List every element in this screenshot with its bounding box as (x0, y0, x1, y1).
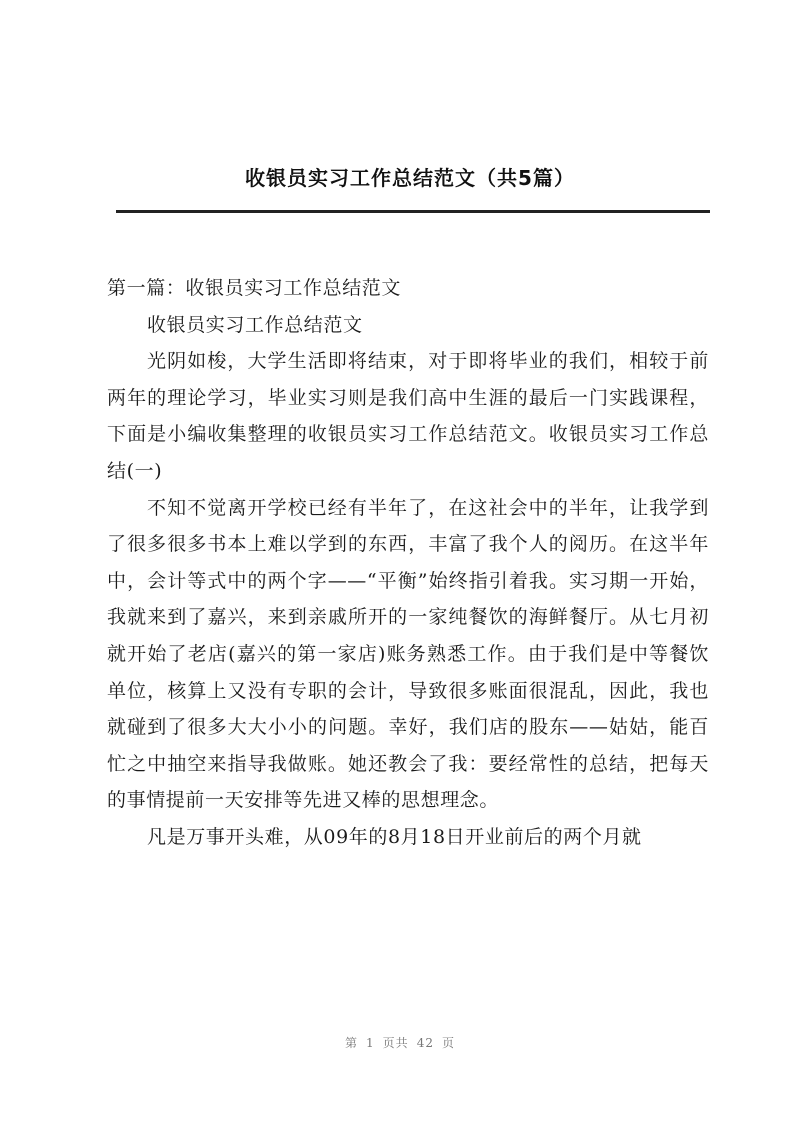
section-heading: 第一篇：收银员实习工作总结范文 (107, 277, 402, 299)
page-footer (0, 1034, 800, 1051)
total-pages: 42 (416, 1036, 434, 1050)
paragraph: 凡是万事开头难，从09年的8月18日开业前后的两个月就 (147, 825, 642, 848)
footer-mid: 页共 (382, 1036, 409, 1050)
document-body (107, 270, 709, 856)
subheading: 收银员实习工作总结范文 (147, 313, 363, 336)
footer-suffix: 页 (441, 1036, 455, 1050)
title-underline (116, 210, 710, 213)
paragraph: 不知不觉离开学校已经有半年了，在这社会中的半年，让我学到了很多很多书本上难以学到的东西，丰富了我个人的阅历。在这半年中，会计等式中的两个字——“平衡”始终指引着我。实习期一开始，我就来到了嘉兴，来到亲戚所开的一家纯餐饮的海鲜餐厅。从七月初就开始了老店(嘉兴的第一家店)账务熟悉工作。由于我们是中等餐饮单位，核算上又没有专职的会计，导致很多账面很混乱，因此，我也就碰到了很多大大小小的问题。幸好，我们店的股东——姑姑，能百忙之中抽空来指导我做账。她还教会了我：要经常性的总结，把每天的事情提前一天安排等先进又棒的思想理念。 (107, 496, 709, 812)
footer-prefix: 第 (345, 1036, 359, 1050)
document-title: 收银员实习工作总结范文（共5篇） (245, 166, 575, 190)
paragraph: 光阴如梭，大学生活即将结束，对于即将毕业的我们，相较于前两年的理论学习，毕业实习则是我们高中生涯的最后一门实践课程，下面是小编收集整理的收银员实习工作总结范文。收银员实习工作总结(一) (107, 350, 709, 482)
page-number: 1 (366, 1036, 375, 1050)
